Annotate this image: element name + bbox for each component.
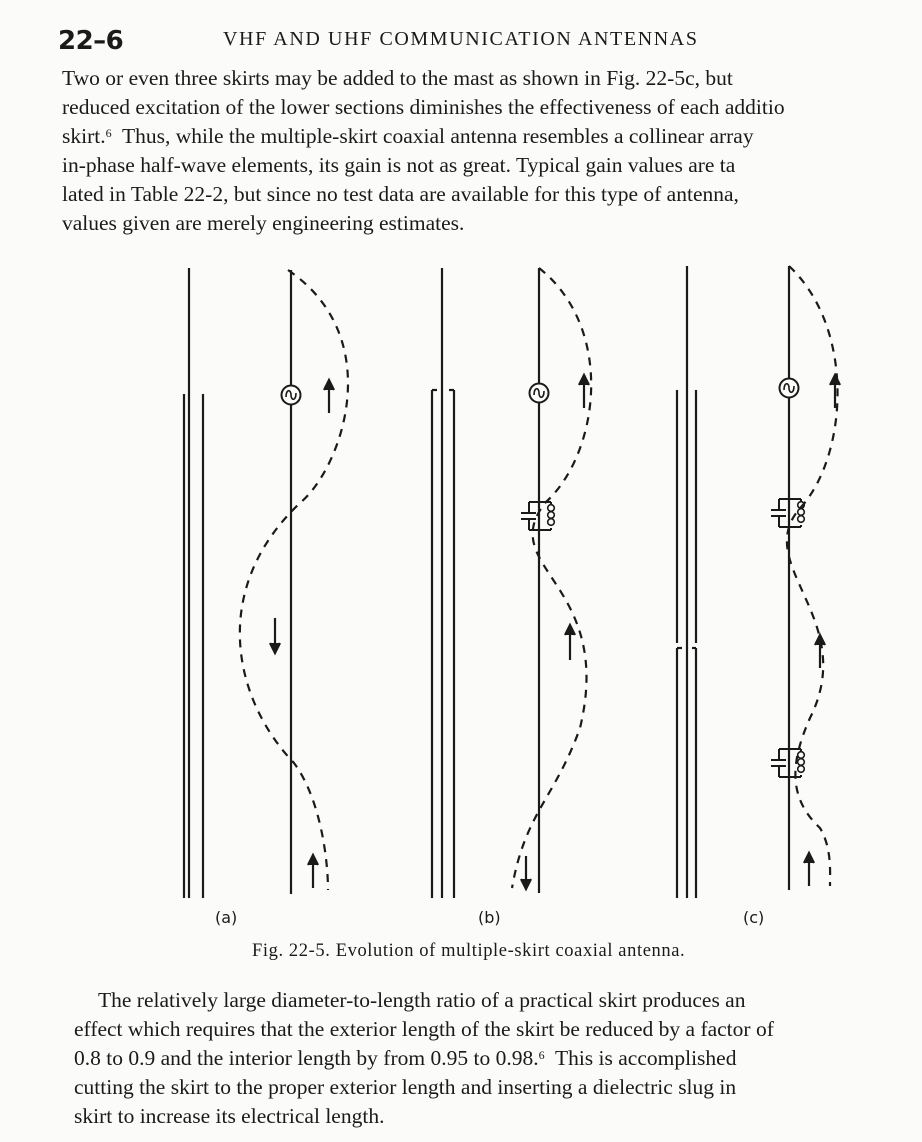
source-symbol (530, 384, 549, 403)
caption-prefix: Fig. 22-5. (252, 941, 331, 961)
page-number: 22–6 (58, 26, 124, 56)
text-line-start: 0.8 to 0.9 and the interior length by from 0.95 to 0.98. (74, 1046, 539, 1070)
antenna-b (432, 268, 591, 898)
paragraph-2 (74, 986, 922, 1131)
figure-22-5 (170, 258, 870, 958)
antenna-a (184, 268, 348, 898)
text-line: skirt to increase its electrical length. (74, 1104, 385, 1128)
figure-label-b: (b) (478, 908, 501, 927)
text-line (74, 1044, 922, 1073)
text-line: Two or even three skirts may be added to the mast as shown in Fig. 22-5c, but (62, 66, 733, 90)
text-line: The relatively large diameter-to-length ratio of a practical skirt produces an (98, 988, 746, 1012)
paragraph-1 (62, 64, 922, 238)
footnote-ref: 6 (538, 1048, 545, 1062)
text-line-rest: This is accomplished (544, 1046, 737, 1070)
figure-label-a: (a) (215, 908, 238, 927)
text-line (62, 122, 922, 151)
text-line: values given are merely engineering estimates. (62, 211, 465, 235)
trap-symbol (771, 749, 804, 777)
footnote-ref: 6 (105, 126, 112, 140)
caption-text: Evolution of multiple-skirt coaxial antenna. (335, 941, 686, 961)
text-line-rest: Thus, while the multiple-skirt coaxial antenna resembles a collinear array (111, 124, 754, 148)
figure-caption (252, 941, 685, 962)
text-line-start: skirt. (62, 124, 106, 148)
trap-symbol (771, 499, 804, 527)
text-line: cutting the skirt to the proper exterior length and inserting a dielectric slug in (74, 1075, 737, 1099)
text-line: in-phase half-wave elements, its gain is not as great. Typical gain values are ta (62, 153, 736, 177)
text-line: reduced excitation of the lower sections diminishes the effectiveness of each additio (62, 95, 785, 119)
source-symbol (780, 379, 799, 398)
antenna-diagram (170, 258, 870, 958)
text-line: lated in Table 22-2, but since no test data are available for this type of antenna, (62, 182, 739, 206)
figure-label-c: (c) (743, 908, 765, 927)
running-title: VHF AND UHF COMMUNICATION ANTENNAS (223, 28, 699, 50)
page-header (58, 22, 918, 62)
antenna-c (677, 266, 840, 898)
text-line: effect which requires that the exterior length of the skirt be reduced by a factor of (74, 1017, 774, 1041)
source-symbol (282, 386, 301, 405)
